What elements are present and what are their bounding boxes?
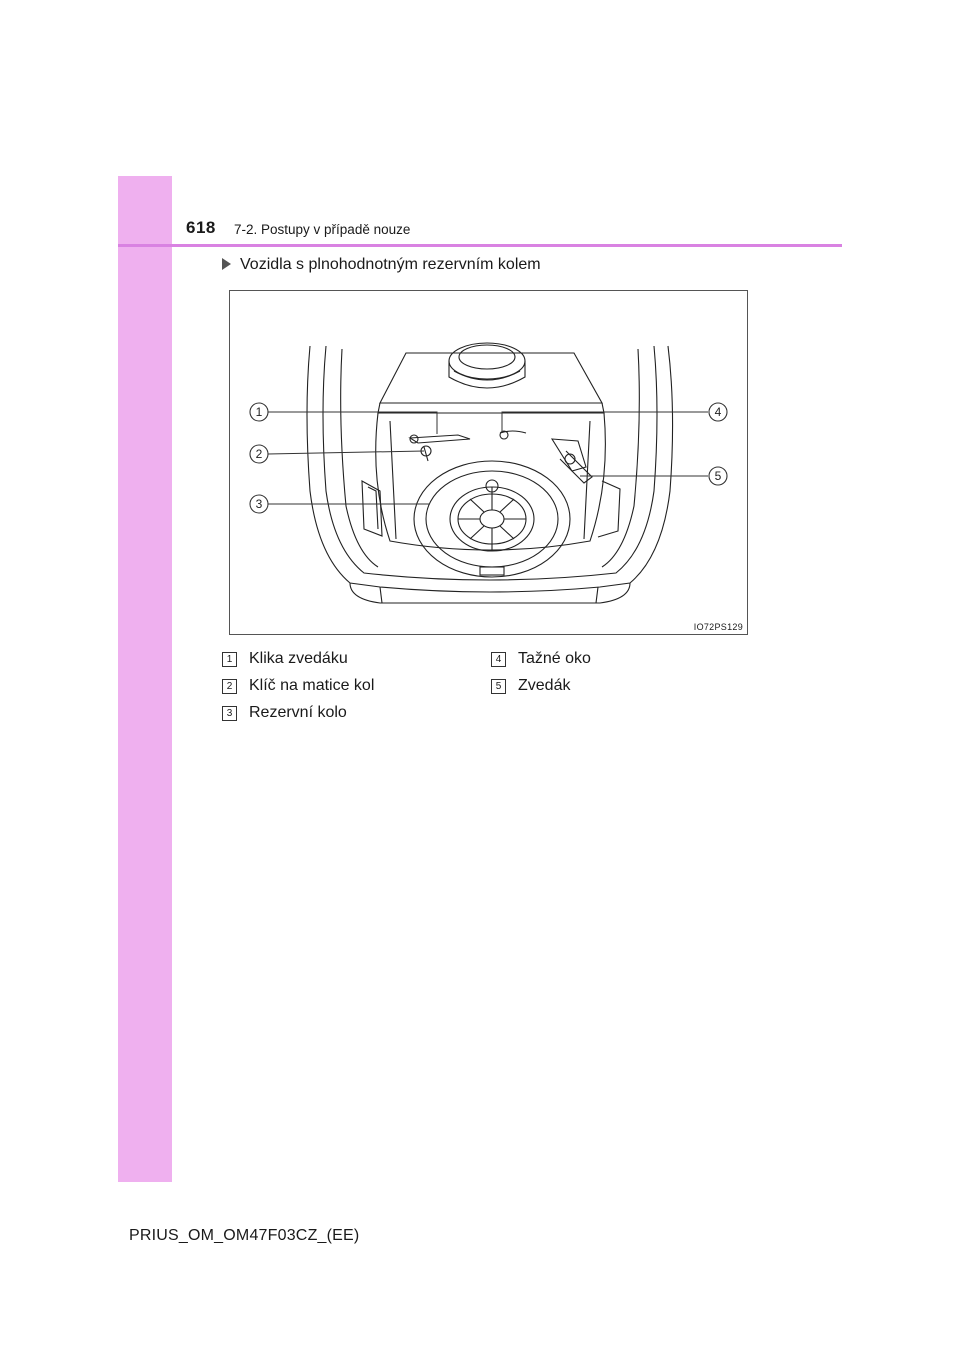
page-number: 618 [186, 218, 216, 237]
triangle-bullet-icon [222, 258, 231, 270]
footer-document-code: PRIUS_OM_OM47F03CZ_(EE) [129, 1227, 360, 1244]
legend-label: Zvedák [518, 677, 571, 694]
trunk-drawing [230, 291, 749, 636]
callout-2: 2 [255, 447, 263, 461]
legend-number: 4 [491, 652, 506, 667]
subheading-text: Vozidla s plnohodnotným rezervním kolem [240, 256, 541, 273]
figure-code: IO72PS129 [693, 622, 743, 632]
legend-item [222, 704, 347, 722]
legend-label: Klíč na matice kol [249, 677, 375, 694]
legend-item [222, 650, 348, 668]
callout-3: 3 [255, 497, 263, 511]
legend-label: Rezervní kolo [249, 704, 347, 721]
legend-number: 2 [222, 679, 237, 694]
header-rule [118, 244, 842, 247]
legend-label: Klika zvedáku [249, 650, 348, 667]
legend-label: Tažné oko [518, 650, 591, 667]
spare-tire-illustration [229, 290, 748, 635]
legend-item [491, 677, 570, 695]
section-title: 7-2. Postupy v případě nouze [234, 222, 411, 237]
callout-5: 5 [714, 469, 722, 483]
legend-item [491, 650, 591, 668]
legend-number: 5 [491, 679, 506, 694]
legend-number: 3 [222, 706, 237, 721]
legend-number: 1 [222, 652, 237, 667]
section-tab-sidebar [118, 176, 172, 1182]
legend-item [222, 677, 374, 695]
callout-1: 1 [255, 405, 263, 419]
subheading [222, 256, 541, 274]
callout-4: 4 [714, 405, 722, 419]
